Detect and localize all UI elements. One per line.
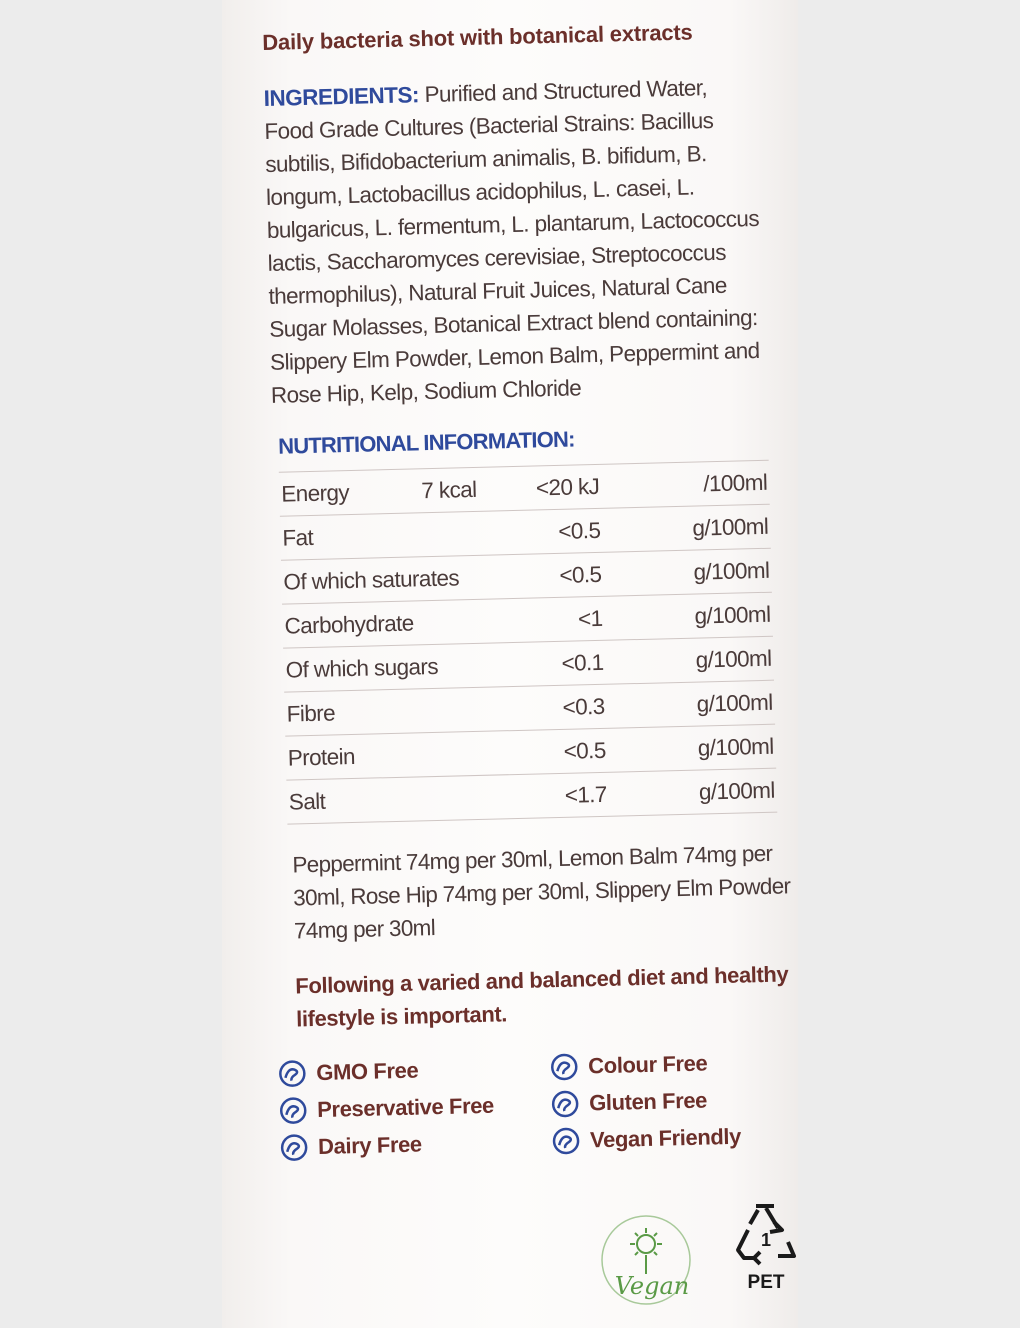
nutrient-name: Of which saturates	[283, 565, 460, 595]
swirl-icon	[551, 1090, 580, 1119]
claim-item	[552, 1123, 742, 1156]
ingredients-line: longum, Lactobacillus acidophilus, L. casei, L.	[265, 174, 695, 210]
vegan-logo-text: Vegan	[614, 1272, 690, 1300]
claim-label: Dairy Free	[317, 1131, 423, 1160]
free-from-claims	[278, 1048, 761, 1170]
recycle-number: 1	[760, 1230, 772, 1250]
swirl-icon	[550, 1053, 579, 1082]
ingredients-heading: INGREDIENTS:	[263, 82, 420, 111]
nutrient-name: Of which sugars	[285, 653, 439, 683]
nutrient-unit: g/100ml	[698, 777, 776, 805]
nutrient-unit: /100ml	[702, 469, 768, 497]
nutrient-unit: g/100ml	[695, 645, 772, 673]
diet-line: lifestyle is important.	[295, 1001, 508, 1032]
claim-item	[279, 1092, 494, 1125]
nutrient-value: <1	[577, 605, 603, 632]
nutrient-value: <20 kJ	[535, 473, 600, 501]
nutrient-unit: g/100ml	[692, 513, 769, 541]
ingredients-block	[263, 69, 791, 412]
claim-item	[551, 1087, 707, 1119]
label-content	[262, 17, 806, 1035]
diet-line: Following a varied and balanced diet and healthy	[295, 961, 789, 999]
swirl-icon	[279, 1096, 308, 1125]
ingredients-line: Slippery Elm Powder, Lemon Balm, Peppermint and	[269, 337, 760, 375]
nutrient-name: Salt	[288, 788, 326, 815]
ingredients-line: Food Grade Cultures (Bacterial Strains: Bacillus	[264, 108, 714, 144]
nutrient-name: Energy	[281, 480, 350, 507]
nutrient-value: <0.5	[558, 517, 601, 544]
botanicals-line: 74mg per 30ml	[293, 915, 436, 944]
ingredients-line: bulgaricus, L. fermentum, L. plantarum, Lactococcus	[266, 205, 760, 243]
ingredients-line: subtilis, Bifidobacterium animalis, B. bifidum, B.	[264, 141, 707, 177]
ingredients-line: Sugar Molasses, Botanical Extract blend containing:	[269, 304, 758, 342]
ingredients-line: Purified and Structured Water,	[424, 75, 708, 108]
recycle-triangle-icon	[730, 1200, 800, 1298]
botanicals-line: Peppermint 74mg per 30ml, Lemon Balm 74mg per	[292, 840, 773, 878]
botanicals-line: 30ml, Rose Hip 74mg per 30ml, Slippery Elm Powder	[292, 873, 791, 911]
claim-label: Preservative Free	[316, 1092, 495, 1123]
nutrient-unit: g/100ml	[696, 689, 773, 717]
claim-item	[550, 1050, 708, 1082]
claim-label: Colour Free	[587, 1050, 708, 1079]
nutrient-name: Fibre	[286, 700, 336, 727]
botanicals-note	[292, 836, 804, 947]
claim-label: GMO Free	[316, 1057, 419, 1086]
ingredients-line: thermophilus), Natural Fruit Juices, Natural Cane	[268, 272, 727, 309]
nutrient-name: Protein	[287, 743, 356, 771]
claim-label: Vegan Friendly	[589, 1123, 742, 1153]
nutrient-unit: g/100ml	[694, 601, 771, 629]
claim-label: Gluten Free	[588, 1087, 708, 1116]
nutrient-value: <0.1	[561, 649, 604, 676]
ingredients-line: lactis, Saccharomyces cerevisiae, Streptococcus	[267, 239, 727, 276]
recycle-label: PET	[747, 1272, 785, 1293]
nutrient-value: <0.3	[562, 693, 605, 720]
nutrient-value: <1.7	[564, 781, 608, 808]
ingredients-line: Rose Hip, Kelp, Sodium Chloride	[270, 375, 582, 408]
claim-item	[280, 1131, 422, 1162]
nutrient-kcal: 7 kcal	[420, 476, 477, 504]
claim-item	[278, 1057, 419, 1088]
product-tagline: Daily bacteria shot with botanical extracts	[262, 19, 693, 55]
nutrient-unit: g/100ml	[693, 557, 770, 585]
sunflower-icon	[630, 1228, 662, 1274]
nutrient-value: <0.5	[559, 561, 602, 588]
nutrient-value: <0.5	[563, 737, 607, 764]
swirl-icon	[552, 1127, 581, 1156]
nutrition-table	[279, 460, 777, 825]
nutrient-name: Fat	[282, 524, 314, 551]
nutrient-name: Carbohydrate	[284, 610, 414, 639]
swirl-icon	[280, 1133, 309, 1162]
vegan-logo	[598, 1214, 706, 1308]
nutrition-heading: NUTRITIONAL INFORMATION:	[277, 426, 575, 459]
diet-note	[295, 957, 806, 1035]
nutrient-unit: g/100ml	[697, 733, 774, 761]
swirl-icon	[278, 1059, 307, 1088]
